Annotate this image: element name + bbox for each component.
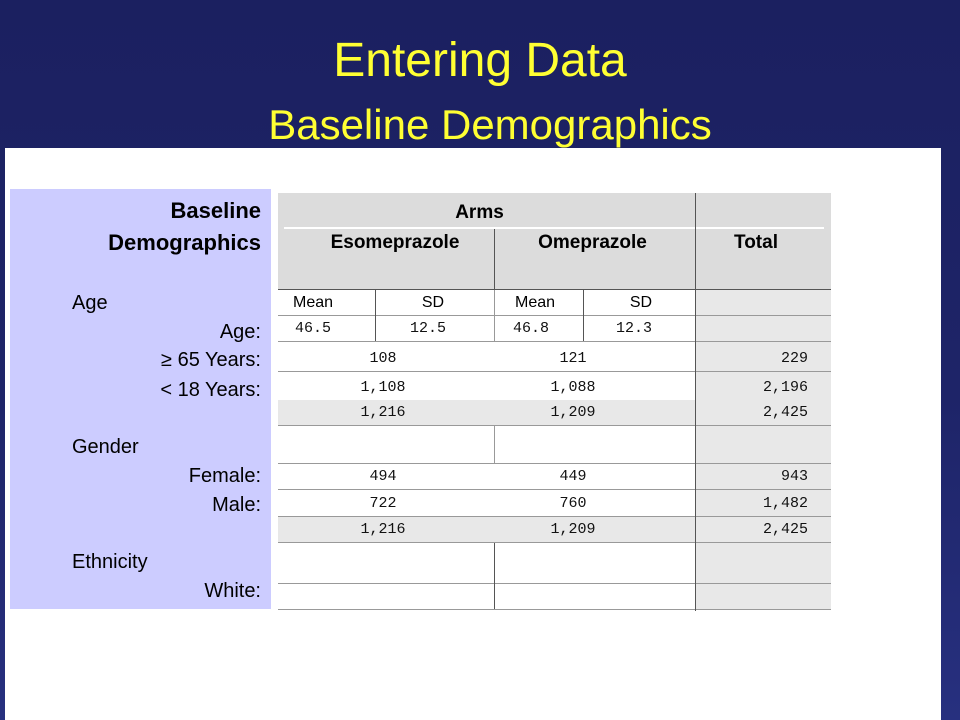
- table-row: [278, 316, 831, 342]
- mean-sd-divider-1: [375, 290, 376, 341]
- row-labels-column: [10, 189, 271, 609]
- age-subtotal-arm1-cell: 1,216: [360, 404, 406, 421]
- label-female: Female:: [188, 465, 261, 487]
- gender-subtotal-total-cell: 2,425: [762, 521, 808, 538]
- label-age-18: < 18 Years:: [160, 379, 261, 401]
- mean2-header: Mean: [514, 294, 556, 311]
- slide-subtitle: Baseline Demographics: [268, 101, 712, 148]
- age18-total-cell: 2,196: [762, 379, 808, 396]
- labels-header-line1: Baseline: [170, 198, 261, 223]
- age65-arm1-cell: 108: [369, 350, 397, 367]
- slide-title: Entering Data: [333, 34, 627, 87]
- gender-subtotal-arm1-cell: 1,216: [360, 521, 406, 538]
- age-sd2-cell: 12.3: [615, 320, 652, 337]
- age-subtotal-arm2-cell: 1,209: [550, 404, 596, 421]
- age-subtotal-total-cell: 2,425: [762, 404, 808, 421]
- table-row: [278, 464, 831, 490]
- sd1-header: SD: [421, 294, 445, 311]
- mean-sd-divider-2: [583, 290, 584, 341]
- table-row: [278, 346, 831, 372]
- arm-divider-ethnicity: [494, 543, 495, 609]
- arm-divider-top: [494, 290, 495, 341]
- age18-arm2-cell: 1,088: [550, 379, 596, 396]
- age65-arm2-cell: 121: [559, 350, 587, 367]
- male-total-cell: 1,482: [762, 495, 808, 512]
- age-sd1-cell: 12.5: [409, 320, 446, 337]
- age-mean1-cell: 46.5: [294, 320, 331, 337]
- female-arm2-cell: 449: [559, 468, 587, 485]
- male-arm1-cell: 722: [369, 495, 397, 512]
- label-age: Age:: [219, 321, 261, 343]
- age18-arm1-cell: 1,108: [360, 379, 406, 396]
- gender-subtotal-arm2-cell: 1,209: [550, 521, 596, 538]
- mean1-header: Mean: [292, 294, 334, 311]
- label-age-65: ≥ 65 Years:: [161, 349, 261, 371]
- sd2-header: SD: [629, 294, 653, 311]
- section-gender: Gender: [72, 436, 139, 458]
- section-ethnicity: Ethnicity: [72, 551, 148, 573]
- arm-divider-gender-gap: [494, 426, 495, 463]
- arm1-label: Esomeprazole: [330, 232, 460, 253]
- labels-header-line2: Demographics: [108, 230, 261, 255]
- header-arm-divider: [494, 229, 495, 289]
- table-row: [278, 543, 831, 584]
- table-row: [278, 491, 831, 517]
- table-row: [278, 426, 831, 464]
- total-column-divider: [695, 193, 696, 611]
- male-arm2-cell: 760: [559, 495, 587, 512]
- female-total-cell: 943: [780, 468, 808, 485]
- header-divider: [284, 227, 824, 229]
- arms-label: Arms: [455, 202, 504, 223]
- total-label: Total: [734, 232, 778, 253]
- age65-total-cell: 229: [780, 350, 808, 367]
- age-mean2-cell: 46.8: [512, 320, 549, 337]
- table-row: [278, 584, 831, 610]
- table-row: [278, 375, 831, 401]
- arm2-label: Omeprazole: [538, 232, 647, 253]
- table-row: [278, 517, 831, 543]
- header-bottom-border: [278, 289, 831, 290]
- label-male: Male:: [212, 494, 261, 516]
- subheader-row: [278, 290, 831, 316]
- table-row: [278, 400, 831, 426]
- label-white: White:: [204, 580, 261, 602]
- female-arm1-cell: 494: [369, 468, 397, 485]
- section-age: Age: [72, 292, 108, 314]
